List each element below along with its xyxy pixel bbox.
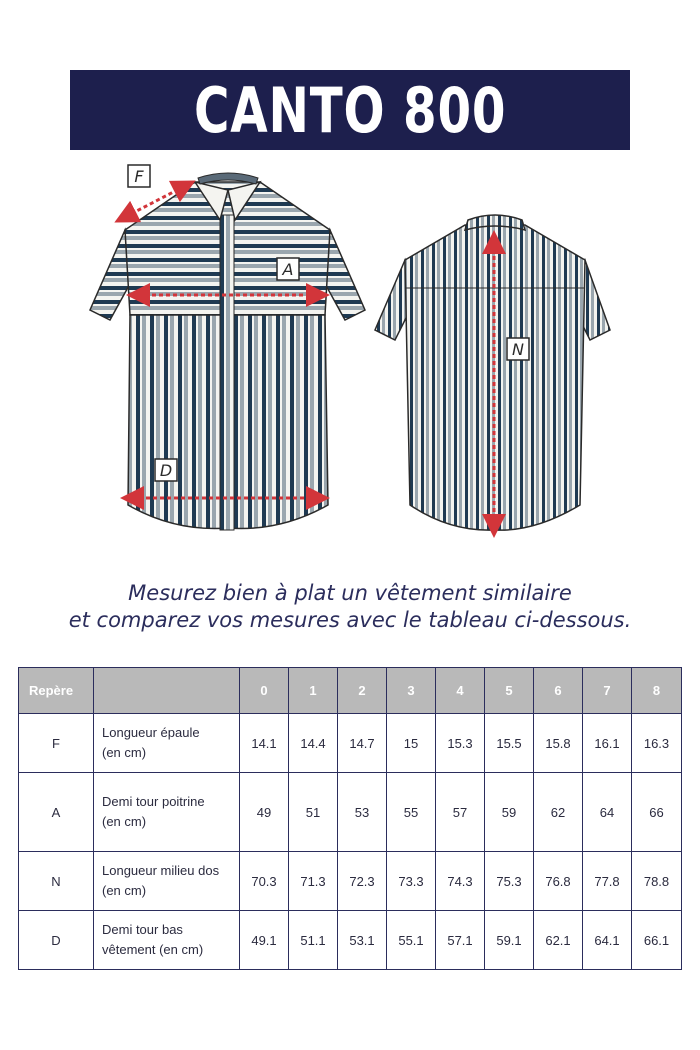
cell-value: 15.8 — [534, 714, 583, 773]
svg-text:A: A — [282, 260, 294, 279]
header-size-3: 3 — [387, 668, 436, 714]
shirt-front — [90, 173, 365, 530]
row-repere: F — [19, 714, 94, 773]
cell-value: 49.1 — [240, 911, 289, 970]
row-label-line-2: (en cm) — [102, 745, 147, 760]
cell-value: 73.3 — [387, 852, 436, 911]
cell-value: 14.4 — [289, 714, 338, 773]
row-label-line-2: (en cm) — [102, 883, 147, 898]
cell-value: 77.8 — [583, 852, 632, 911]
title-banner — [70, 70, 630, 150]
cell-value: 74.3 — [436, 852, 485, 911]
cell-value: 14.1 — [240, 714, 289, 773]
row-label-line-2: vêtement (en cm) — [102, 942, 204, 957]
cell-value: 16.1 — [583, 714, 632, 773]
cell-value: 15.3 — [436, 714, 485, 773]
cell-value: 14.7 — [338, 714, 387, 773]
cell-value: 64 — [583, 773, 632, 852]
cell-value: 57 — [436, 773, 485, 852]
header-size-2: 2 — [338, 668, 387, 714]
cell-value: 71.3 — [289, 852, 338, 911]
cell-value: 15 — [387, 714, 436, 773]
svg-text:N: N — [512, 340, 524, 359]
marker-f — [128, 165, 150, 187]
row-label-line-2: (en cm) — [102, 814, 147, 829]
table-row — [19, 714, 682, 773]
row-label-line-1: Longueur milieu dos — [102, 863, 220, 878]
cell-value: 49 — [240, 773, 289, 852]
svg-text:F: F — [134, 167, 144, 186]
cell-value: 78.8 — [632, 852, 682, 911]
cell-value: 55.1 — [387, 911, 436, 970]
cell-value: 75.3 — [485, 852, 534, 911]
header-size-1: 1 — [289, 668, 338, 714]
svg-text:D: D — [159, 461, 173, 480]
cell-value: 51.1 — [289, 911, 338, 970]
cell-value: 53.1 — [338, 911, 387, 970]
row-label — [94, 852, 240, 911]
table-header-row — [19, 668, 682, 714]
header-size-6: 6 — [534, 668, 583, 714]
instructions-line-2: et comparez vos mesures avec le tableau ci-dessous. — [68, 608, 632, 632]
table-row — [19, 911, 682, 970]
cell-value: 62 — [534, 773, 583, 852]
row-label-line-1: Demi tour bas — [102, 922, 183, 937]
cell-value: 59 — [485, 773, 534, 852]
cell-value: 51 — [289, 773, 338, 852]
table-row — [19, 773, 682, 852]
size-table — [18, 667, 682, 970]
cell-value: 59.1 — [485, 911, 534, 970]
cell-value: 64.1 — [583, 911, 632, 970]
header-size-7: 7 — [583, 668, 632, 714]
instructions-line-1: Mesurez bien à plat un vêtement similaire — [128, 581, 572, 605]
cell-value: 76.8 — [534, 852, 583, 911]
header-size-4: 4 — [436, 668, 485, 714]
header-size-8: 8 — [632, 668, 682, 714]
header-label — [94, 668, 240, 714]
header-size-5: 5 — [485, 668, 534, 714]
marker-d — [155, 459, 177, 481]
cell-value: 15.5 — [485, 714, 534, 773]
table-row — [19, 852, 682, 911]
cell-value: 66 — [632, 773, 682, 852]
cell-value: 70.3 — [240, 852, 289, 911]
row-label-line-1: Longueur épaule — [102, 725, 200, 740]
cell-value: 16.3 — [632, 714, 682, 773]
marker-n — [507, 338, 529, 360]
cell-value: 72.3 — [338, 852, 387, 911]
row-label — [94, 911, 240, 970]
row-label — [94, 773, 240, 852]
row-repere: N — [19, 852, 94, 911]
shirt-illustration — [80, 160, 620, 540]
cell-value: 62.1 — [534, 911, 583, 970]
row-repere: A — [19, 773, 94, 852]
cell-value: 66.1 — [632, 911, 682, 970]
header-repere: Repère — [19, 668, 94, 714]
measurement-instructions — [0, 580, 700, 634]
page-title: CANTO 800 — [193, 73, 507, 147]
row-label — [94, 714, 240, 773]
row-repere: D — [19, 911, 94, 970]
cell-value: 53 — [338, 773, 387, 852]
cell-value: 55 — [387, 773, 436, 852]
cell-value: 57.1 — [436, 911, 485, 970]
row-label-line-1: Demi tour poitrine — [102, 794, 205, 809]
marker-a — [277, 258, 299, 280]
header-size-0: 0 — [240, 668, 289, 714]
